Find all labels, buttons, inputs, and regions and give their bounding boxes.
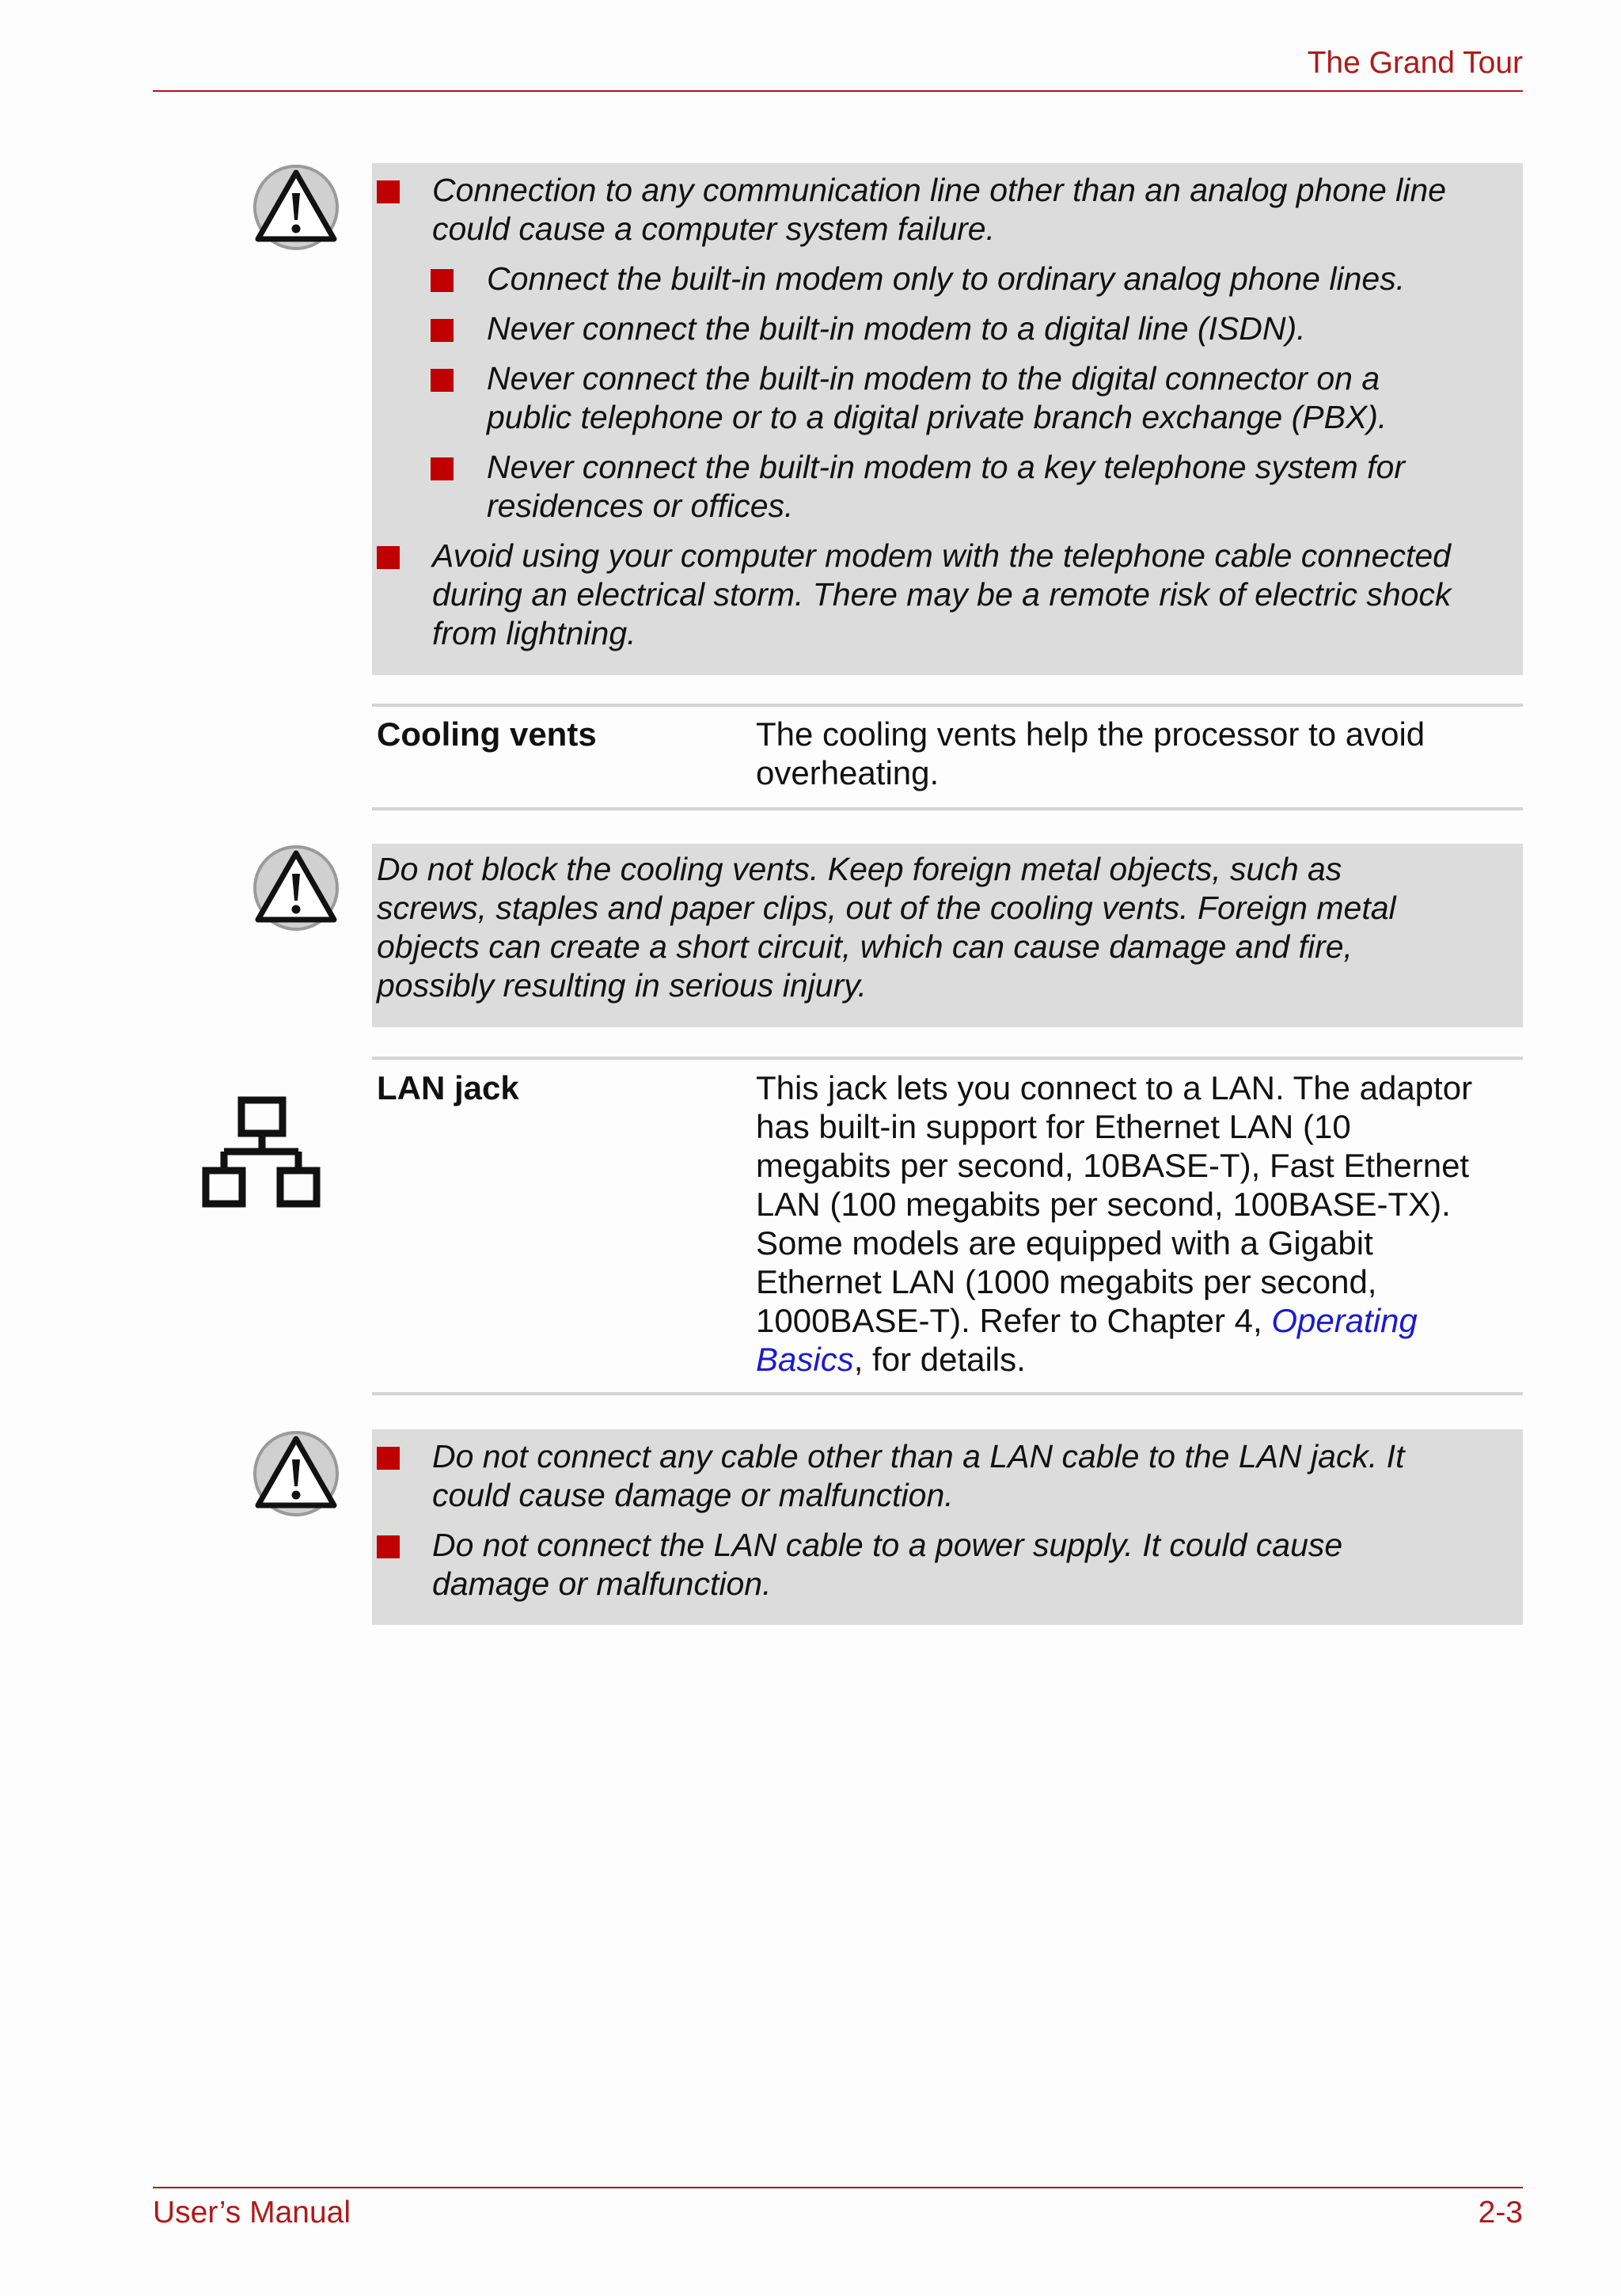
table-rule — [372, 1057, 1523, 1060]
caution-box-lan — [372, 1429, 1523, 1625]
caution-item: Do not connect the LAN cable to a power supply. It could cause damage or malfunction. — [432, 1527, 1343, 1602]
operating-basics-link[interactable]: Operating — [1271, 1302, 1418, 1339]
footer-rule — [153, 2187, 1523, 2188]
footer-manual-title: User’s Manual — [153, 2195, 351, 2230]
bullet — [431, 269, 454, 292]
caution-item: Connection to any communication line other than an analog phone line could cause a computer system failure. — [432, 172, 1446, 247]
bullet — [431, 457, 454, 480]
bullet — [377, 180, 400, 203]
term-cooling-vents: Cooling vents — [377, 715, 597, 753]
running-header: The Grand Tour — [1307, 46, 1523, 80]
warning-triangle-icon — [252, 1429, 340, 1518]
description-cooling-vents: The cooling vents help the processor to avoid overheating. — [756, 715, 1425, 791]
description-lan-jack: This jack lets you connect to a LAN. The adaptor has built-in support for Ethernet LAN (10 megabits per second, 10BASE-T), Fast Ethernet LAN (100 megabits per second, 100BASE-TX). Some models are equipped with a Gigabit Ethernet LAN (1000 megabits per second, 1000BASE-T). Refer to Chapter 4, Operating Basics, for details. — [756, 1069, 1473, 1378]
warning-triangle-icon — [252, 844, 340, 932]
caution-box-modem — [372, 163, 1523, 675]
caution-item: Avoid using your computer modem with the telephone cable connected during an electrical storm. There may be a remote risk of electric shock from lightning. — [432, 537, 1452, 651]
caution-item: Do not connect any cable other than a LAN cable to the LAN jack. It could cause damage or malfunction. — [432, 1438, 1405, 1513]
warning-triangle-icon — [252, 163, 340, 252]
operating-basics-link[interactable]: Basics — [756, 1341, 854, 1378]
caution-subitem: Never connect the built-in modem to a digital line (ISDN). — [487, 310, 1306, 347]
table-rule — [372, 807, 1523, 810]
page-number: 2-3 — [1478, 2195, 1523, 2230]
bullet — [377, 1535, 400, 1558]
table-rule — [372, 704, 1523, 707]
caution-subitem: Connect the built-in modem only to ordinary analog phone lines. — [487, 260, 1406, 297]
bullet — [431, 369, 454, 392]
bullet — [377, 1447, 400, 1470]
caution-subitem: Never connect the built-in modem to the digital connector on a public telephone or to a digital private branch exchange (PBX). — [487, 360, 1388, 435]
network-lan-icon — [202, 1096, 321, 1211]
table-rule — [372, 1392, 1523, 1395]
caution-subitem: Never connect the built-in modem to a key telephone system for residences or offices. — [487, 449, 1405, 524]
bullet — [377, 546, 400, 569]
term-lan-jack: LAN jack — [377, 1069, 519, 1106]
bullet — [431, 319, 454, 342]
caution-text: Do not block the cooling vents. Keep foreign metal objects, such as screws, staples and paper clips, out of the cooling vents. Foreign metal objects can create a short circuit, which can cause damage and fire, possibly resulting in serious injury. — [377, 851, 1396, 1004]
header-rule — [153, 90, 1523, 92]
caution-box-cooling — [372, 844, 1523, 1027]
